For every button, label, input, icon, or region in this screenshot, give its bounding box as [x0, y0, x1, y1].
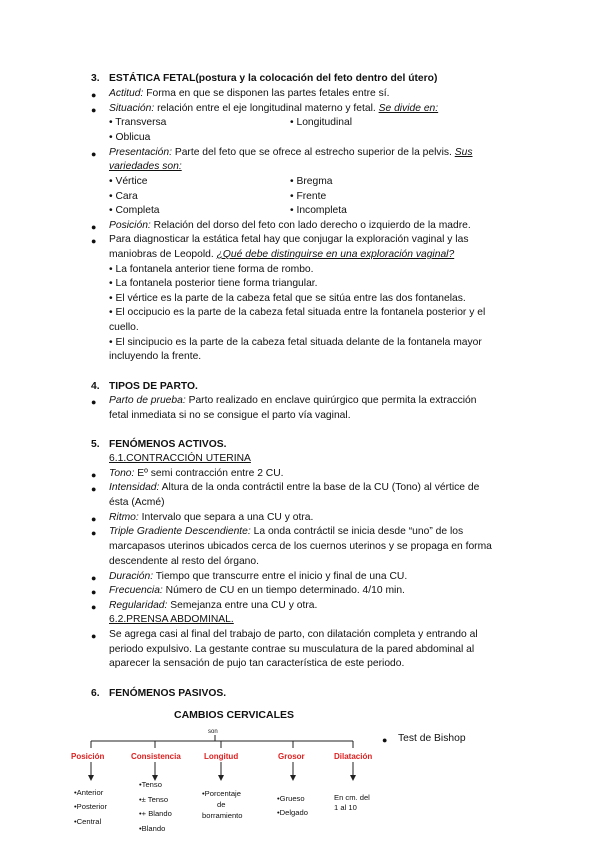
posicion-value: •Central	[74, 817, 102, 826]
ritmo-item: Ritmo: Intervalo que separa a una CU y otra.	[109, 512, 314, 523]
diagram-root-label: son	[208, 729, 218, 735]
diag-point: • La fontanela posterior tiene forma triangular.	[109, 278, 318, 289]
category-longitud: Longitud	[204, 752, 239, 761]
diag-point: • El vértice es la parte de la cabeza fetal que se sitúa entre las dos fontanelas.	[109, 293, 466, 304]
consistencia-value: •+ Blando	[139, 809, 172, 818]
diag-point: • La fontanela anterior tiene forma de rombo.	[109, 264, 314, 275]
triple-gradiente-item: Triple Gradiente Descendiente: La onda contráctil se inicia desde “uno” de los	[109, 526, 464, 537]
dilatacion-value: En cm. del	[334, 793, 370, 802]
tono-item: Tono: Eº semi contracción entre 2 CU.	[109, 468, 284, 479]
intensidad-item: Intensidad: Altura de la onda contráctil entre la base de la CU (Tono) al vértice de	[109, 482, 480, 493]
category-consistencia: Consistencia	[131, 752, 181, 761]
bullet-dot: ●	[91, 222, 97, 232]
situacion-option: • Transversa	[109, 117, 167, 128]
bullet-dot: ●	[91, 631, 97, 641]
consistencia-value: •Blando	[139, 824, 166, 833]
section-6-title: FENÓMENOS PASIVOS.	[109, 688, 227, 699]
diagram-title: CAMBIOS CERVICALES	[174, 709, 294, 721]
prensa-line: Se agrega casi al final del trabajo de parto, con dilatación completa y entrando al	[109, 629, 478, 640]
presentacion-option: • Completa	[109, 205, 160, 216]
section-5-number: 5.	[91, 439, 100, 450]
section-4-title: TIPOS DE PARTO.	[109, 381, 198, 392]
duracion-item: Duración: Tiempo que transcurre entre el inicio y final de una CU.	[109, 571, 408, 582]
diag-point: incluyendo la frente.	[109, 351, 202, 362]
bullet-dot: ●	[382, 735, 388, 745]
bullet-dot: ●	[91, 236, 97, 246]
posicion-value: •Anterior	[74, 788, 104, 797]
bullet-dot: ●	[91, 528, 97, 538]
situacion-item: Situación: relación entre el eje longitudinal materno y fetal. Se divide en:	[109, 103, 439, 114]
section-3-title: ESTÁTICA FETAL(postura y la colocación del feto dentro del útero)	[109, 73, 438, 84]
presentacion-option: • Incompleta	[290, 205, 347, 216]
bullet-dot: ●	[91, 514, 97, 524]
posicion-item: Posición: Relación del dorso del feto con lado derecho o izquierdo de la madre.	[109, 220, 471, 231]
section-3-number: 3.	[91, 73, 100, 84]
frecuencia-item: Frecuencia: Número de CU en un tiempo determinado. 4/10 min.	[109, 585, 405, 596]
bullet-dot: ●	[91, 397, 97, 407]
longitud-value: borramiento	[202, 811, 243, 820]
situacion-option: • Longitudinal	[290, 117, 353, 128]
bullet-dot: ●	[91, 573, 97, 583]
presentacion-option: • Vértice	[109, 176, 148, 187]
presentacion-option: • Cara	[109, 191, 138, 202]
bullet-dot: ●	[91, 90, 97, 100]
category-grosor: Grosor	[278, 752, 305, 761]
actitud-item: Actitud: Forma en que se disponen las partes fetales entre sí.	[109, 88, 390, 99]
grosor-value: •Delgado	[277, 808, 308, 817]
bullet-dot: ●	[91, 587, 97, 597]
presentacion-link-cont: variedades son:	[109, 161, 182, 172]
longitud-value: •Porcentaje	[202, 789, 241, 798]
situacion-option: • Oblicua	[109, 132, 151, 143]
triple-gradiente-line: descendente al resto del órgano.	[109, 556, 259, 567]
section-4-number: 4.	[91, 381, 100, 392]
prensa-line: periodo expulsivo. La gestante contrae su musculatura de la pared abdominal al	[109, 644, 475, 655]
subsection-prensa: 6.2.PRENSA ABDOMINAL.	[109, 614, 234, 625]
prensa-line: aparecer la sensación de pujo tan característica de este periodo.	[109, 658, 405, 669]
diag-point: • El sincipucio es la parte de la cabeza fetal situada delante de la fontanela mayor	[109, 337, 482, 348]
parto-prueba-line: fetal inmediata si no se consigue el parto vía vaginal.	[109, 410, 351, 421]
intensidad-line: ésta (Acmé)	[109, 497, 165, 508]
diagnostico-line: maniobras de Leopold. ¿Qué debe distinguirse en una exploración vaginal?	[109, 249, 455, 260]
diag-point: cuello.	[109, 322, 139, 333]
bullet-dot: ●	[91, 105, 97, 115]
subsection-contraccion: 6.1.CONTRACCIÓN UTERINA	[109, 453, 251, 464]
consistencia-value: •Tenso	[139, 780, 162, 789]
regularidad-item: Regularidad: Semejanza entre una CU y otra.	[109, 600, 318, 611]
parto-prueba-item: Parto de prueba: Parto realizado en enclave quirúrgico que permita la extracción	[109, 395, 477, 406]
presentacion-option: • Frente	[290, 191, 327, 202]
posicion-value: •Posterior	[74, 802, 108, 811]
diag-point: • El occipucio es la parte de la cabeza fetal situada entre la fontanela posterior y el	[109, 307, 486, 318]
grosor-value: •Grueso	[277, 794, 305, 803]
test-bishop: Test de Bishop	[398, 733, 466, 744]
bullet-dot: ●	[91, 484, 97, 494]
presentacion-option: • Bregma	[290, 176, 333, 187]
bullet-dot: ●	[91, 602, 97, 612]
longitud-value: de	[217, 800, 226, 809]
triple-gradiente-line: marcapasos uterinos ubicados cerca de los cuernos uterinos y se propaga en forma	[109, 541, 492, 552]
diagnostico-line: Para diagnosticar la estática fetal hay que conjugar la exploración vaginal y las	[109, 234, 469, 245]
category-posicion: Posición	[71, 752, 105, 761]
category-dilatacion: Dilatación	[334, 752, 373, 761]
bullet-dot: ●	[91, 149, 97, 159]
section-5-title: FENÓMENOS ACTIVOS.	[109, 439, 227, 450]
consistencia-value: •± Tenso	[139, 795, 169, 804]
presentacion-item: Presentación: Parte del feto que se ofrece al estrecho superior de la pelvis. Sus	[109, 147, 473, 158]
section-6-number: 6.	[91, 688, 100, 699]
bullet-dot: ●	[91, 470, 97, 480]
dilatacion-value: 1 al 10	[334, 803, 357, 812]
